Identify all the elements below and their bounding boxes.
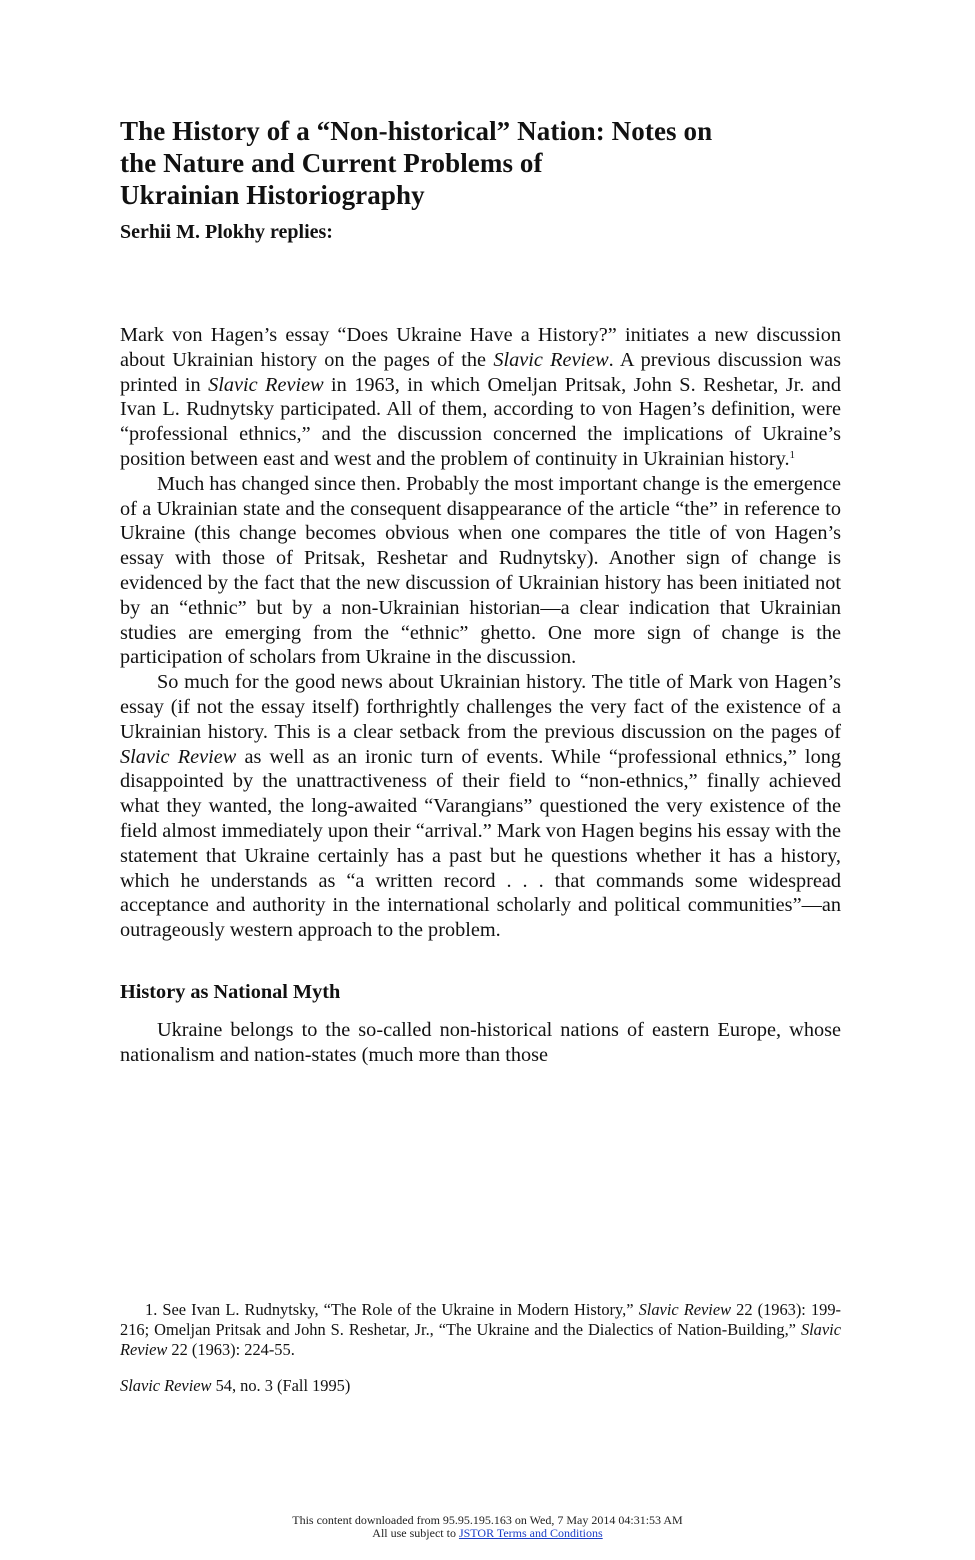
jstor-terms-link[interactable]: JSTOR Terms and Conditions bbox=[458, 1526, 603, 1540]
journal-name: Slavic Review bbox=[120, 1376, 212, 1395]
text-run: 22 (1963): 199-216; Omeljan Pritsak and John S. Reshetar, Jr., “The Ukraine and the Dialectics of Nation-Building,” bbox=[120, 1300, 841, 1339]
article-title bbox=[120, 115, 841, 211]
paragraph-2: Much has changed since then. Probably the most important change is the emergence of a Ukrainian state and the consequent disappearance of the article “the” in reference to Ukraine (this change becomes obvious when one compares the title of von Hagen’s essay with those of Pritsak, Reshetar and Rudnytsky). Another sign of change is evidenced by the fact that the new discussion of Ukrainian history has been initiated not by an “ethnic” but by a non-Ukrainian historian—a clear indication that Ukrainian studies are emerging from the “ethnic” ghetto. One more sign of change is the participation of scholars from Ukraine in the discussion. bbox=[120, 472, 841, 669]
footnote-ref: 1 bbox=[789, 448, 796, 461]
paragraph-3 bbox=[120, 670, 841, 943]
text-run: . A previous discussion was printed in bbox=[120, 348, 841, 396]
article-body bbox=[120, 323, 841, 1068]
text-run: as well as an ironic turn of events. While “professional ethnics,” long disappointed by the unattractiveness of their field to “non-ethnics,” finally achieved what they wanted, the long-awaited “Varangians” questioned the very existence of the field almost immediately upon their “arrival.” Mark von Hagen begins his essay with the statement that Ukraine certainly has a past but he questions whether it has a history, which he understands as “a written record . . . that commands some widespread acceptance and authority in the international scholarly and political communities”—an outrageously western approach to the problem. bbox=[120, 745, 841, 942]
journal-citation bbox=[120, 1376, 350, 1396]
journal-name: Slavic Review bbox=[208, 373, 324, 396]
text-run: 22 (1963): 224-55. bbox=[167, 1340, 295, 1359]
journal-name: Slavic Review bbox=[638, 1300, 732, 1319]
text-run: So much for the good news about Ukrainian history. The title of Mark von Hagen’s essay (if not the essay itself) forthrightly challenges the very fact of the existence of a Ukrainian history. This is a clear setback from the previous discussion on the pages of bbox=[120, 671, 841, 743]
issue-details: 54, no. 3 (Fall 1995) bbox=[211, 1376, 351, 1395]
terms-prefix: All use subject to bbox=[372, 1526, 459, 1540]
text-run: Mark von Hagen’s essay “Does Ukraine Have a History?” initiates a new discussion about Ukrainian history on the pages of the bbox=[120, 324, 841, 371]
journal-name: Slavic Review bbox=[120, 1320, 841, 1359]
paragraph-1 bbox=[120, 323, 841, 472]
article-page bbox=[120, 115, 841, 1068]
terms-line bbox=[0, 1527, 975, 1540]
title-line: the Nature and Current Problems of bbox=[120, 148, 543, 178]
title-line: The History of a “Non-historical” Nation: Notes on bbox=[120, 116, 713, 146]
download-info: This content downloaded from 95.95.195.163 on Wed, 7 May 2014 04:31:53 AM bbox=[292, 1513, 683, 1527]
title-line: Ukrainian Historiography bbox=[120, 180, 425, 210]
section-paragraph: Ukraine belongs to the so-called non-historical nations of eastern Europe, whose nationalism and nation-states (much more than those bbox=[120, 1018, 841, 1066]
journal-name: Slavic Review bbox=[493, 348, 609, 371]
footnote-1 bbox=[120, 1300, 841, 1360]
text-run: See Ivan L. Rudnytsky, “The Role of the Ukraine in Modern History,” bbox=[157, 1300, 639, 1319]
download-notice bbox=[0, 1514, 975, 1540]
section-heading: History as National Myth bbox=[120, 980, 341, 1003]
footnotes bbox=[120, 1300, 841, 1360]
footnote-number: 1. bbox=[145, 1300, 158, 1319]
journal-name: Slavic Review bbox=[120, 745, 237, 768]
author-byline: Serhii M. Plokhy replies: bbox=[120, 221, 333, 243]
text-run: in 1963, in which Omeljan Pritsak, John S. Reshetar, Jr. and Ivan L. Rudnytsky participated. All of them, according to von Hagen’s definition, were “professional ethnics,” and the discussion concerned the implications of Ukraine’s position between east and west and the problem of continuity in Ukrainian history. bbox=[120, 373, 842, 470]
